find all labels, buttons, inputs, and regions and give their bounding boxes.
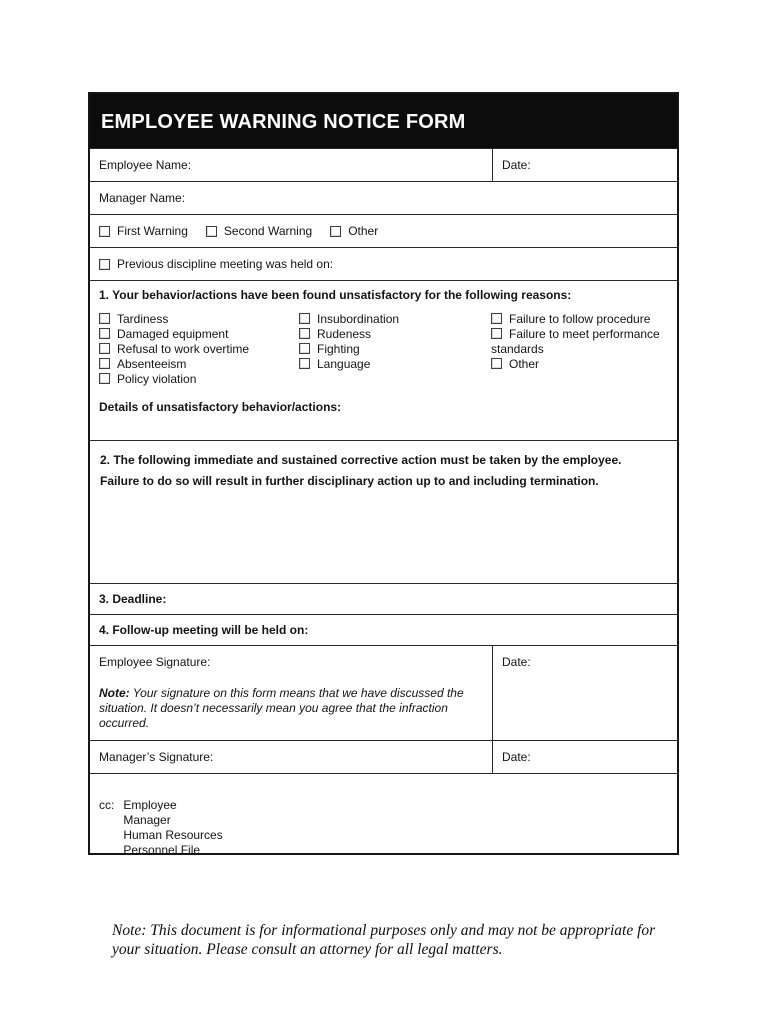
refusal-overtime-checkbox[interactable] [99, 343, 110, 354]
reason-item [299, 342, 491, 357]
cc-item: Human Resources [123, 828, 223, 842]
policy-violation-checkbox[interactable] [99, 373, 110, 384]
reason-item [99, 312, 299, 327]
cc-list [123, 798, 223, 857]
insubordination-checkbox[interactable] [299, 313, 310, 324]
employee-name-field[interactable] [90, 149, 493, 181]
first-warning-option [99, 224, 188, 238]
manager-name-label: Manager Name: [99, 191, 186, 205]
date-label-employee-signature: Date: [502, 655, 531, 669]
deadline-label: 3. Deadline: [99, 592, 167, 606]
followup-label: 4. Follow-up meeting will be held on: [99, 623, 309, 637]
cc-row [90, 773, 677, 857]
reason-item [491, 327, 668, 357]
reason-label: Damaged equipment [117, 327, 229, 341]
reason-label: Tardiness [117, 312, 169, 326]
section2-line1: 2. The following immediate and sustained corrective action must be taken by the employee. [100, 453, 622, 467]
cc-item: Manager [123, 813, 171, 827]
manager-name-field[interactable] [90, 181, 677, 214]
first-warning-label: First Warning [117, 224, 188, 238]
date-field-top[interactable] [493, 149, 677, 181]
reason-item [299, 357, 491, 372]
second-warning-option [206, 224, 312, 238]
section4-followup-field[interactable] [90, 614, 677, 645]
employee-signature-label: Employee Signature: [99, 655, 211, 669]
employee-signature-field[interactable] [90, 646, 493, 740]
warning-type-row [90, 214, 677, 247]
section1-unsatisfactory-reasons [90, 280, 677, 440]
reason-label: Rudeness [317, 327, 372, 341]
reason-item [491, 312, 668, 327]
first-warning-checkbox[interactable] [99, 226, 110, 237]
manager-signature-label: Manager’s Signature: [99, 750, 214, 764]
date-label-manager-signature: Date: [502, 750, 531, 764]
previous-meeting-checkbox[interactable] [99, 259, 110, 270]
manager-signature-row [90, 740, 677, 773]
employee-name-label: Employee Name: [99, 158, 192, 172]
section2-line2: Failure to do so will result in further disciplinary action up to and including termination. [100, 474, 599, 488]
date-label-top: Date: [502, 158, 531, 172]
language-checkbox[interactable] [299, 358, 310, 369]
failure-performance-checkbox[interactable] [491, 328, 502, 339]
reason-label: Insubordination [317, 312, 400, 326]
cc-item: Personnel File [123, 843, 201, 857]
reason-label: Failure to meet performance standards [491, 327, 660, 356]
signature-note [99, 686, 483, 731]
tardiness-checkbox[interactable] [99, 313, 110, 324]
previous-meeting-row [90, 247, 677, 280]
form-title-bar [90, 94, 677, 148]
reason-item [99, 327, 299, 342]
reason-item [99, 372, 299, 387]
rudeness-checkbox[interactable] [299, 328, 310, 339]
form-title: EMPLOYEE WARNING NOTICE FORM [101, 110, 466, 133]
cc-label: cc: [99, 798, 115, 812]
employee-signature-row [90, 645, 677, 740]
legal-disclaimer-note: Note: This document is for informational purposes only and may not be appropriate for your situation. Please consult an attorney for all legal matters. [112, 922, 656, 958]
reason-label: Language [317, 357, 371, 371]
reason-label: Policy violation [117, 372, 197, 386]
failure-procedure-checkbox[interactable] [491, 313, 502, 324]
second-warning-checkbox[interactable] [206, 226, 217, 237]
reasons-column-2 [299, 312, 491, 387]
previous-meeting-label: Previous discipline meeting was held on: [117, 257, 334, 271]
reasons-column-1 [99, 312, 299, 387]
reason-label: Refusal to work overtime [117, 342, 250, 356]
other-warning-option [330, 224, 378, 238]
reason-item [299, 327, 491, 342]
second-warning-label: Second Warning [223, 224, 313, 238]
reason-item [299, 312, 491, 327]
reason-label: Other [509, 357, 540, 371]
signature-note-prefix: Note: [99, 686, 130, 700]
manager-signature-field[interactable] [90, 741, 493, 773]
signature-note-text: Your signature on this form means that we have discussed the situation. It doesn’t necessarily mean you agree that the infraction occurred. [99, 686, 464, 730]
section1-heading: 1. Your behavior/actions have been found unsatisfactory for the following reasons: [99, 288, 572, 302]
details-label: Details of unsatisfactory behavior/actions: [99, 400, 342, 414]
reason-item [99, 342, 299, 357]
reason-item [491, 357, 668, 372]
reason-label: Failure to follow procedure [509, 312, 651, 326]
reason-label: Fighting [317, 342, 360, 356]
section2-corrective-action[interactable] [90, 440, 677, 583]
reasons-checkbox-grid [90, 303, 677, 387]
employee-name-date-row [90, 148, 677, 181]
reasons-column-3 [491, 312, 668, 387]
other-warning-checkbox[interactable] [330, 226, 341, 237]
damaged-equipment-checkbox[interactable] [99, 328, 110, 339]
section3-deadline-field[interactable] [90, 583, 677, 614]
absenteeism-checkbox[interactable] [99, 358, 110, 369]
other-warning-label: Other [348, 224, 379, 238]
fighting-checkbox[interactable] [299, 343, 310, 354]
employee-signature-date-field[interactable] [493, 646, 677, 740]
reason-item [99, 357, 299, 372]
reason-label: Absenteeism [117, 357, 187, 371]
cc-item: Employee [123, 798, 177, 812]
manager-signature-date-field[interactable] [493, 741, 677, 773]
other-reason-checkbox[interactable] [491, 358, 502, 369]
employee-warning-form [88, 92, 679, 855]
